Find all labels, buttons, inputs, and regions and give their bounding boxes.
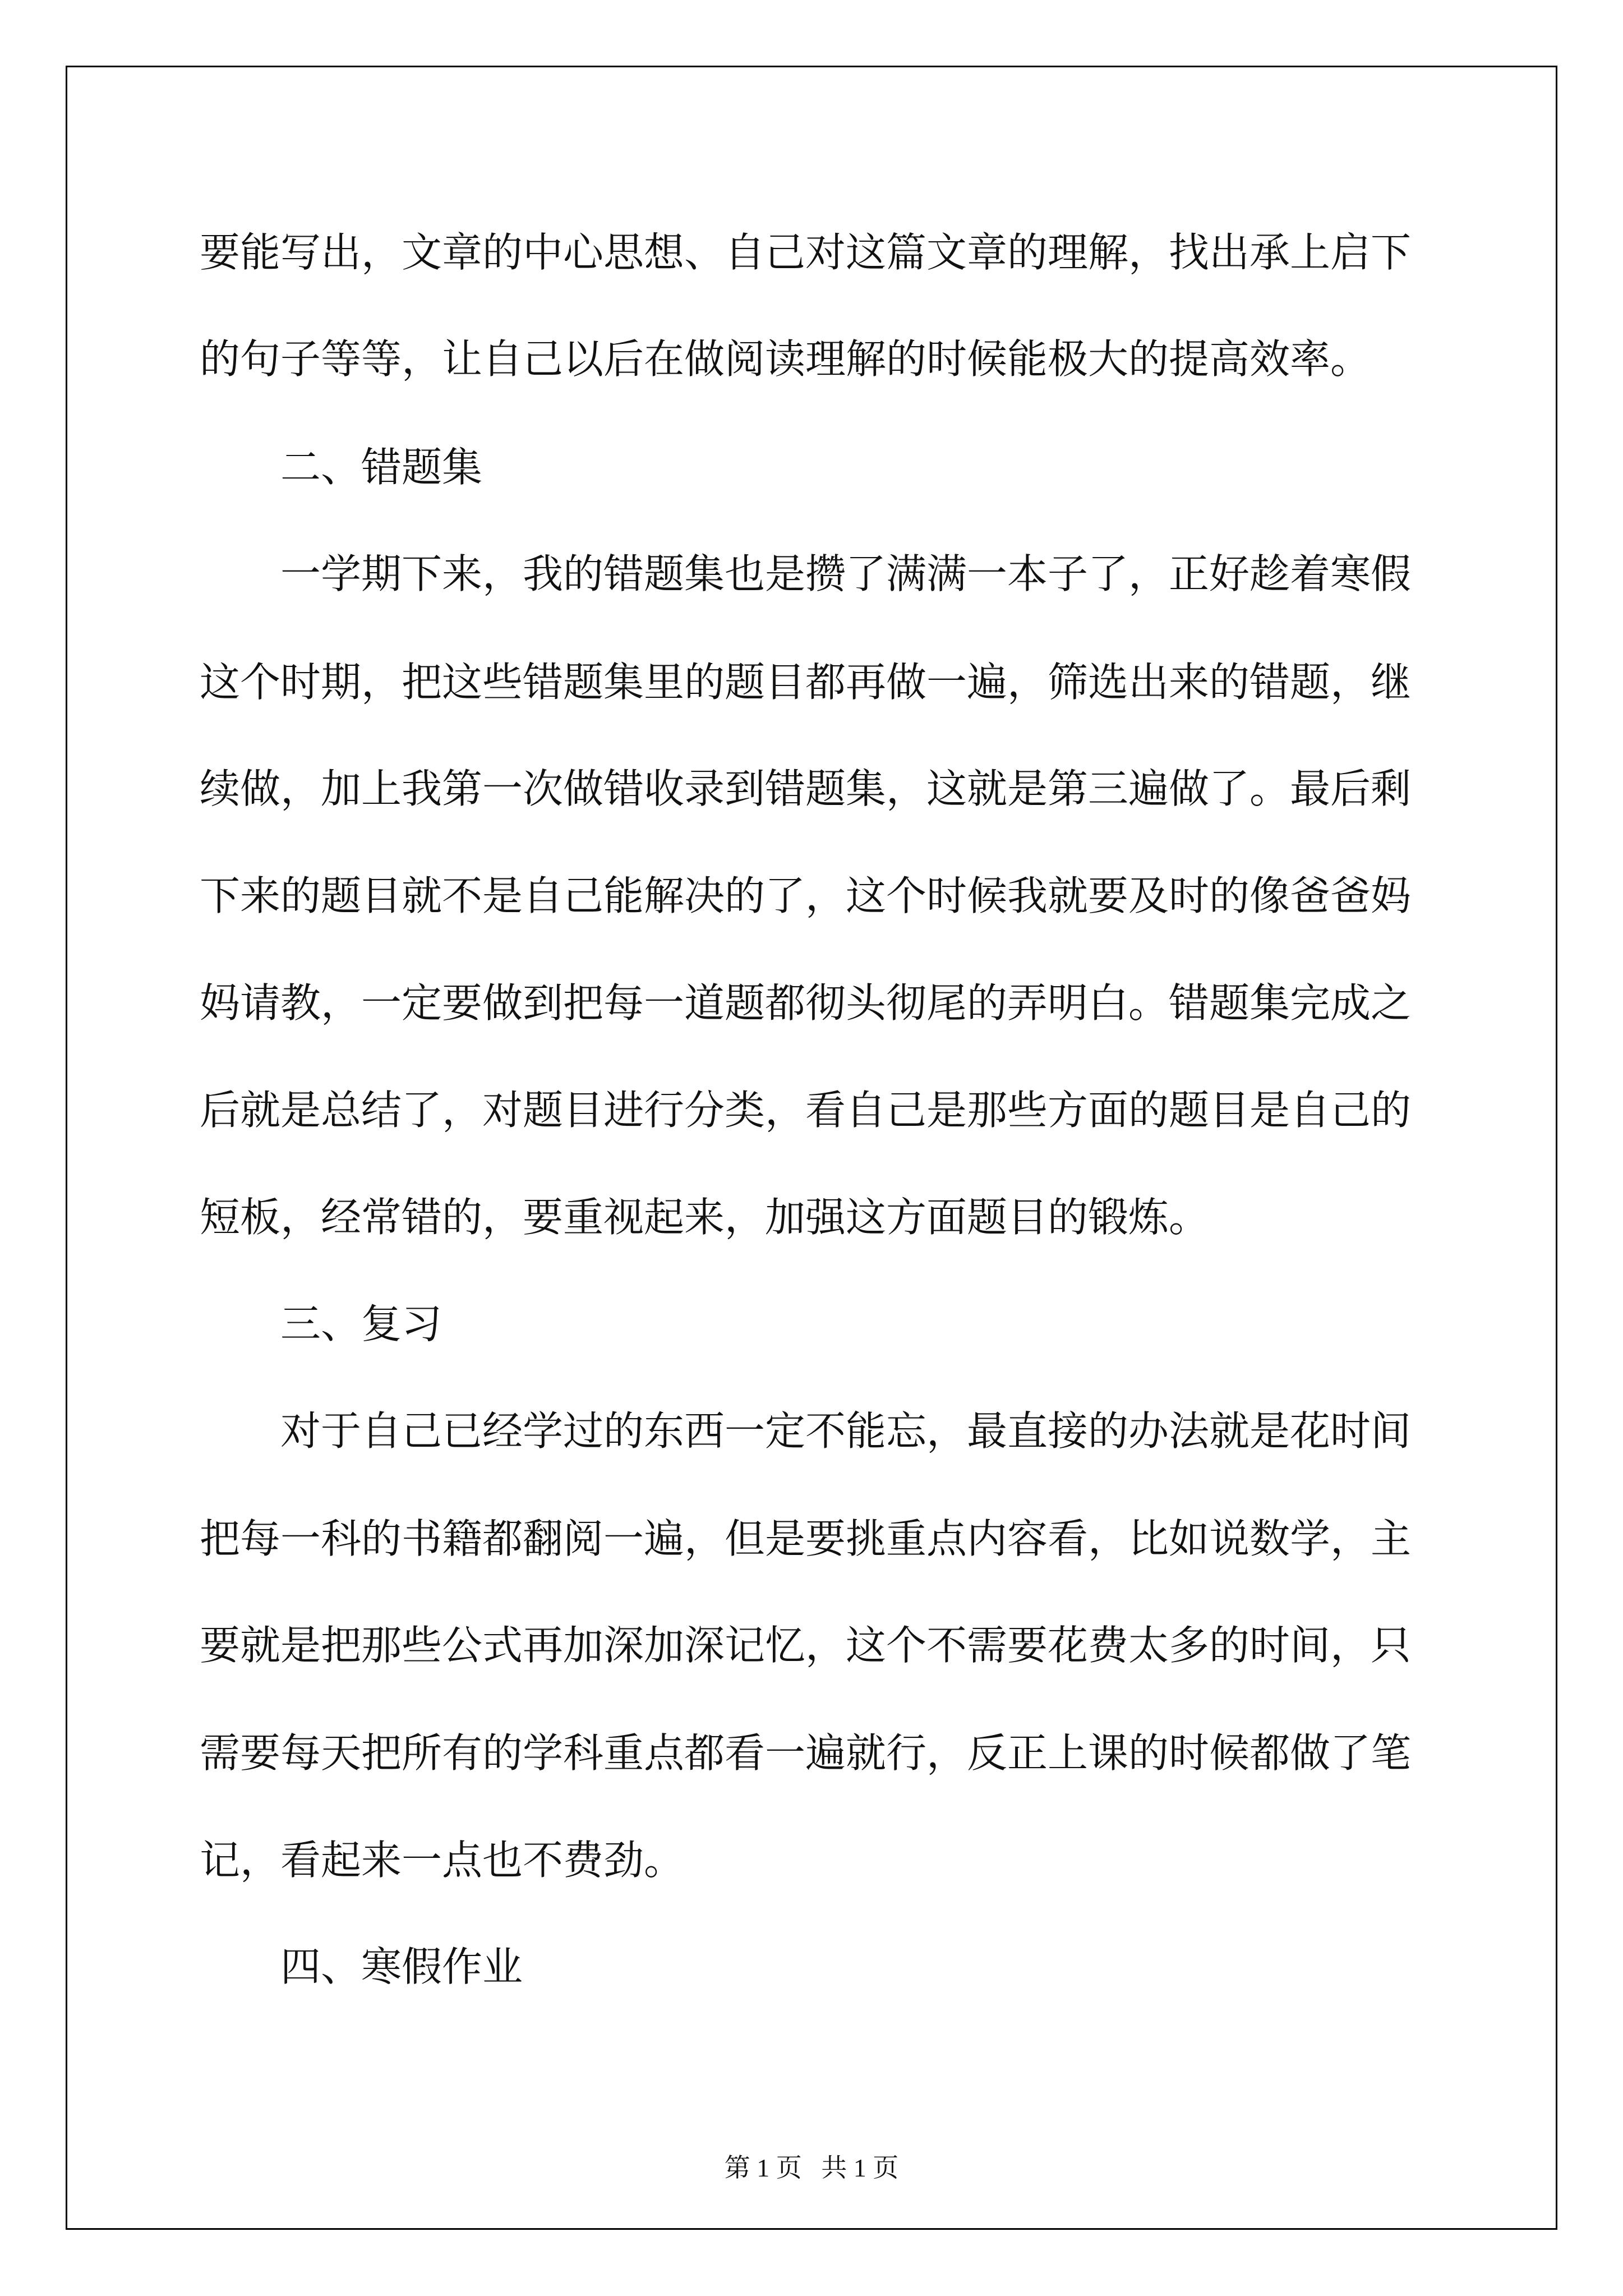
body-text-line: 妈请教，一定要做到把每一道题都彻头彻尾的弄明白。错题集完成之: [200, 979, 1412, 1027]
page-border: [66, 66, 1557, 2230]
body-text-line: 短板，经常错的，要重视起来，加强这方面题目的锻炼。: [200, 1194, 1210, 1241]
paragraph-first-line: 对于自己已经学过的东西一定不能忘，最直接的办法就是花时间: [280, 1407, 1412, 1455]
section-heading-review: 三、复习: [280, 1300, 442, 1347]
body-text-line: 续做，加上我第一次做错收录到错题集，这就是第三遍做了。最后剩: [200, 765, 1412, 812]
body-text-line: 下来的题目就不是自己能解决的了，这个时候我就要及时的像爸爸妈: [200, 872, 1412, 919]
body-text-line: 要就是把那些公式再加深加深记忆，这个不需要花费太多的时间，只: [200, 1622, 1412, 1669]
body-text-line: 把每一科的书籍都翻阅一遍，但是要挑重点内容看，比如说数学，主: [200, 1515, 1412, 1562]
body-text-line: 后就是总结了，对题目进行分类，看自己是那些方面的题目是自己的: [200, 1087, 1412, 1134]
body-text-line: 要能写出，文章的中心思想、自己对这篇文章的理解，找出承上启下: [200, 229, 1412, 276]
page-footer: 第 1 页 共 1 页: [724, 2154, 899, 2182]
section-heading-homework: 四、寒假作业: [280, 1943, 523, 1990]
body-text-line: 的句子等等，让自己以后在做阅读理解的时候能极大的提高效率。: [200, 335, 1371, 383]
body-text-line: 这个时期，把这些错题集里的题目都再做一遍，筛选出来的错题，继: [200, 659, 1412, 706]
body-text-line: 需要每天把所有的学科重点都看一遍就行，反正上课的时候都做了笔: [200, 1729, 1412, 1777]
body-text-line: 记，看起来一点也不费劲。: [200, 1837, 685, 1884]
paragraph-first-line: 一学期下来，我的错题集也是攒了满满一本子了，正好趁着寒假: [280, 550, 1412, 597]
section-heading-mistakes: 二、错题集: [280, 444, 483, 491]
